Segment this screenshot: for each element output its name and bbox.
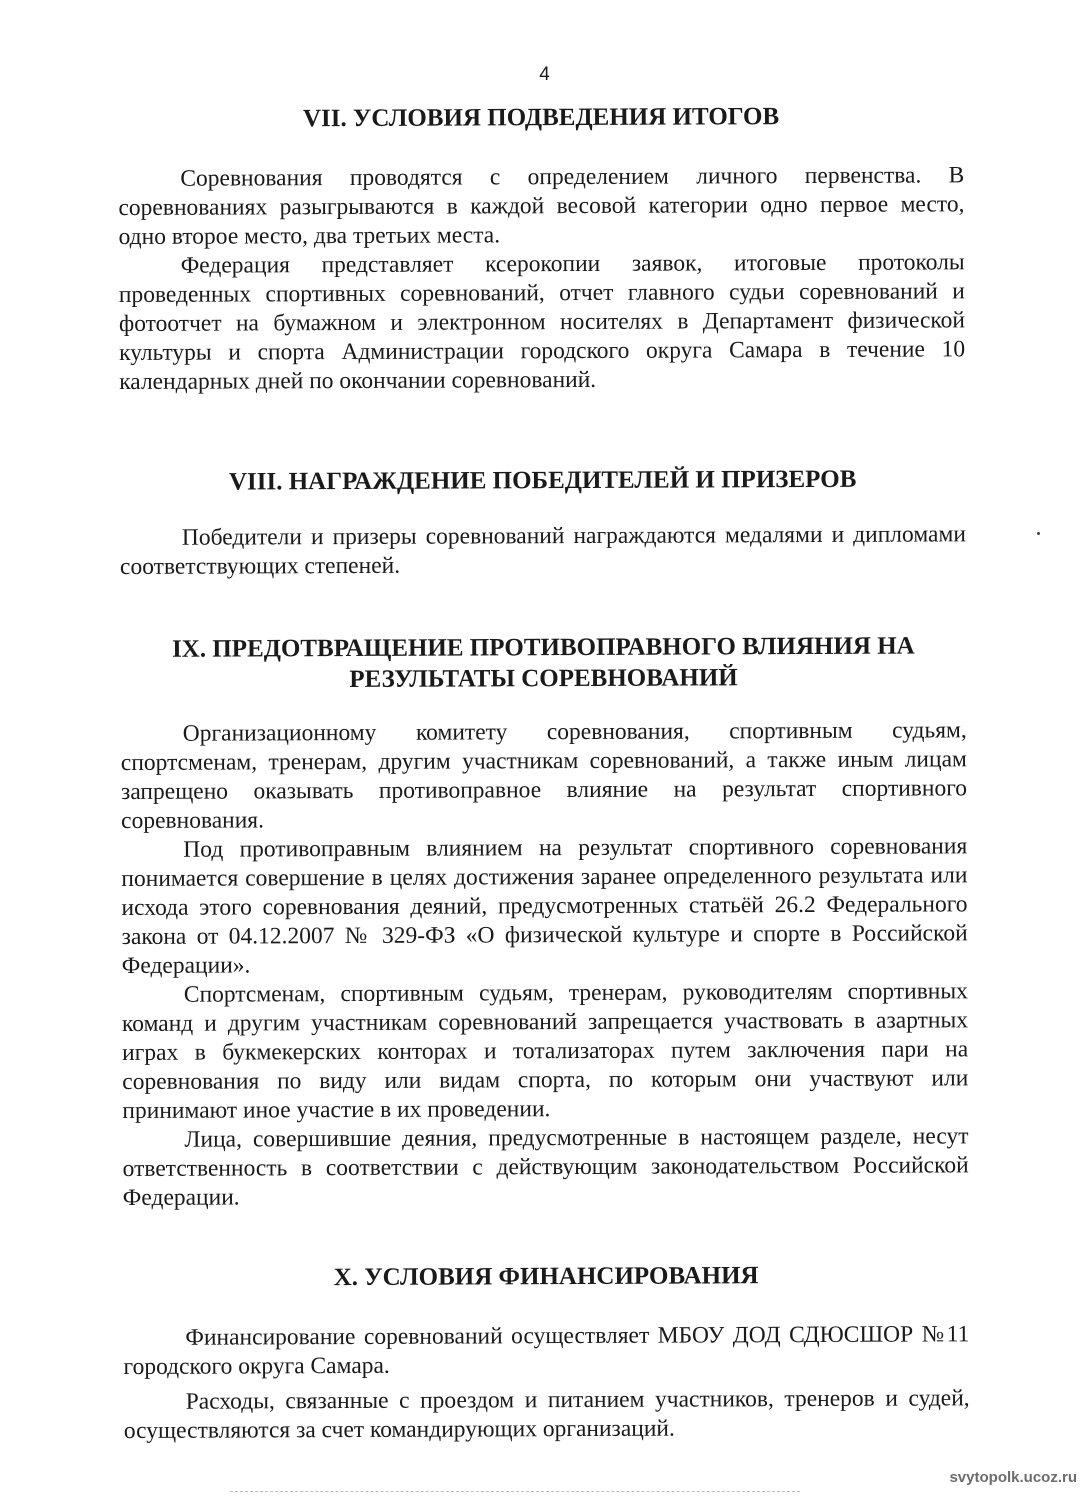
- section-heading-vii: VII. УСЛОВИЯ ПОДВЕДЕНИЯ ИТОГОВ: [302, 103, 780, 133]
- section-heading-ix-line1: IX. ПРЕДОТВРАЩЕНИЕ ПРОТИВОПРАВНОГО ВЛИЯНИЯ НА: [171, 632, 915, 663]
- paragraph: Федерация представляет ксерокопии заявок, итоговые протоколы проведенных спортивных соревнований, отчет главного судьи соревнований и фотоотчет на бумажном и электронном носителях в Департамент физической культуры и спорта Администрации городского округа Самара в течение 10 календарных дней по окончании соревнований.: [118, 249, 966, 395]
- paragraph: Расходы, связанные с проездом и питанием участников, тренеров и судей, осуществляются за счет командирующих организаций.: [123, 1385, 970, 1444]
- paragraph: Организационному комитету соревнования, спортивным судьям, спортсменам, тренерам, другим участникам соревнований, а также иным лицам запрещено оказывать противоправное влияние на результат спортивного соревнования.: [120, 717, 968, 834]
- scan-edge-line: [230, 1491, 800, 1492]
- section-heading-ix: [120, 630, 966, 696]
- paragraph: Соревнования проводятся с определением личного первенства. В соревнованиях разыгрываются в каждой весовой категории одно первое место, одно второе место, два третьих места.: [118, 162, 965, 250]
- scan-speck: [1037, 532, 1040, 535]
- paragraph: Спортсменам, спортивным судьям, тренерам, руководителям спортивных команд и другим участникам соревнований запрещается участвовать в азартных играх в букмекерских конторах и тотализаторах путем заключения пари на соревнования по виду или видам спорта, по которым они участвуют или принимают иное участие в их проведении.: [121, 978, 969, 1124]
- paragraph: Под противоправным влиянием на результат спортивного соревнования понимается совершение в целях достижения заранее определенного результата или исхода этого соревнования деяний, предусмотренных статьёй 26.2 Федерального закона от 04.12.2007 № 329-ФЗ «О физической культуре и спорте в Российской Федерации».: [121, 833, 968, 979]
- section-heading-ix-line2: РЕЗУЛЬТАТЫ СОРЕВНОВАНИЙ: [349, 664, 738, 693]
- paragraph: Лица, совершившие деяния, предусмотренные в настоящем разделе, несут ответственность в соответствии с действующим законодательством Российской Федерации.: [122, 1123, 969, 1211]
- document-body: [118, 100, 970, 1446]
- section-heading-x: X. УСЛОВИЯ ФИНАНСИРОВАНИЯ: [333, 1262, 759, 1292]
- section-heading-viii: VIII. НАГРАЖДЕНИЕ ПОБЕДИТЕЛЕЙ И ПРИЗЕРОВ: [228, 465, 857, 496]
- paragraph: Победители и призеры соревнований награждаются медалями и дипломами соответствующих степеней.: [119, 521, 966, 580]
- watermark: svytopolk.ucoz.ru: [949, 1469, 1077, 1486]
- paragraph: Финансирование соревнований осуществляет МБОУ ДОД СДЮСШОР №11 городского округа Самара.: [123, 1321, 970, 1380]
- page-number: 4: [539, 64, 550, 85]
